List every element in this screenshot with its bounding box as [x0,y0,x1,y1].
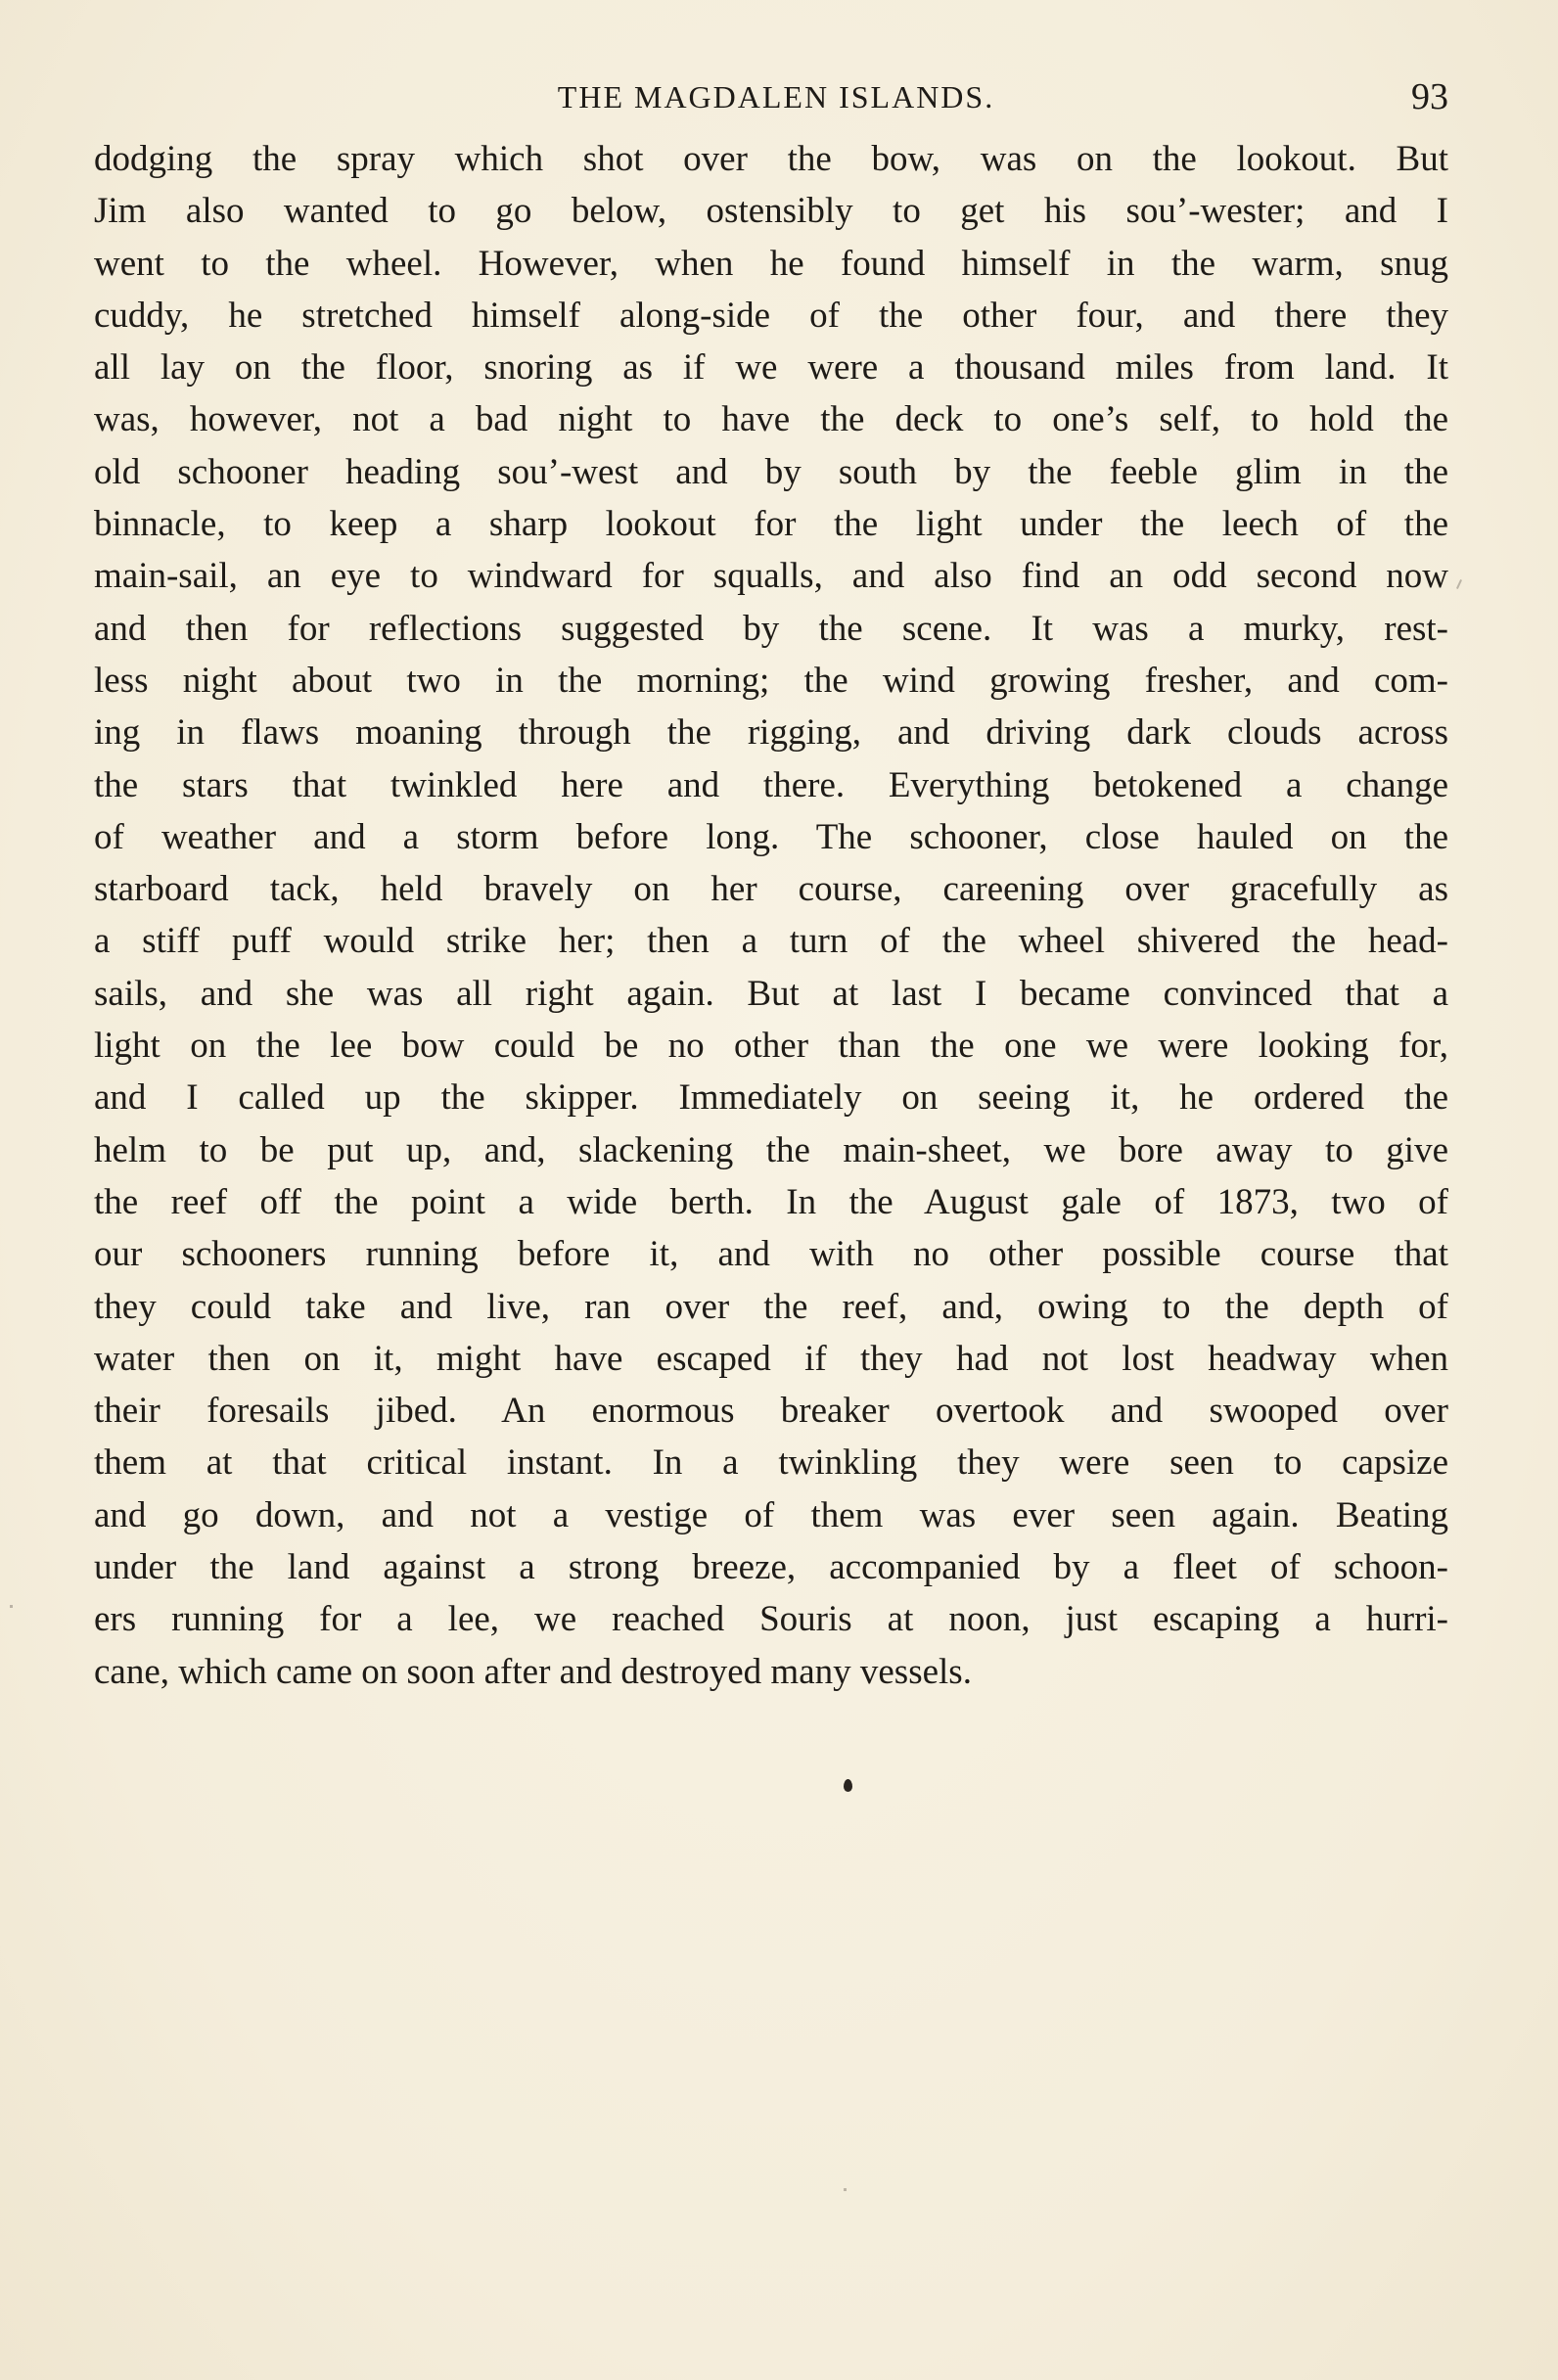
text-line: cuddy, he stretched himself along-side of the other four, and there they [94,295,1448,336]
text-line: binnacle, to keep a sharp lookout for the light under the leech of the [94,504,1448,545]
text-line: went to the wheel. However, when he found himself in the warm, snug [94,243,1448,284]
text-line: Jim also wanted to go below, ostensibly to get his sou’-wester; and I [94,191,1448,232]
text-line: they could take and live, ran over the reef, and, owing to the depth of [94,1286,1448,1327]
text-line: under the land against a strong breeze, accompanied by a fleet of schoon- [94,1547,1448,1588]
text-line: of weather and a storm before long. The schooner, close hauled on the [94,816,1448,857]
text-line: dodging the spray which shot over the bow, was on the lookout. But [94,139,1448,179]
text-line: main-sail, an eye to windward for squalls, and also find an odd second now [94,556,1448,597]
running-head [94,72,1448,121]
text-line: sails, and she was all right again. But at last I became convinced that a [94,973,1448,1014]
text-line: the stars that twinkled here and there. Everything betokened a change [94,764,1448,805]
text-line: the reef off the point a wide berth. In the August gale of 1873, two of [94,1181,1448,1222]
text-line: all lay on the floor, snoring as if we were a thousand miles from land. It [94,347,1448,389]
running-title: THE MAGDALEN ISLANDS. [557,79,995,114]
text-line: them at that critical instant. In a twinkling they were seen to capsize [94,1442,1448,1484]
text-line: helm to be put up, and, slackening the main-sheet, we bore away to give [94,1129,1448,1170]
paper-speck [10,1605,13,1608]
text-line: water then on it, might have escaped if they had not lost headway when [94,1338,1448,1379]
text-line: and then for reflections suggested by the scene. It was a murky, rest- [94,608,1448,649]
text-line: less night about two in the morning; the wind growing fresher, and com- [94,660,1448,701]
paper-speck [844,2188,847,2191]
text-line: our schooners running before it, and with no other possible course that [94,1234,1448,1275]
text-line: a stiff puff would strike her; then a turn of the wheel shivered the head- [94,921,1448,962]
text-line: their foresails jibed. An enormous breaker overtook and swooped over [94,1391,1448,1432]
text-line: light on the lee bow could be no other than the one we were looking for, [94,1026,1448,1067]
text-line: starboard tack, held bravely on her course, careening over gracefully as [94,869,1448,910]
text-line-last: cane, which came on soon after and destroyed many vessels. [94,1651,972,1692]
page-number: 93 [1411,76,1448,117]
ink-dot-ornament [844,1779,852,1792]
text-line: and I called up the skipper. Immediately on seeing it, he ordered the [94,1077,1448,1119]
text-line: old schooner heading sou’-west and by south by the feeble glim in the [94,451,1448,492]
text-line: ing in flaws moaning through the rigging, and driving dark clouds across [94,712,1448,754]
text-line: was, however, not a bad night to have the deck to one’s self, to hold the [94,399,1448,440]
text-line: ers running for a lee, we reached Souris at noon, just escaping a hurri- [94,1599,1448,1640]
body-text [94,133,1448,1698]
text-line: and go down, and not a vestige of them was ever seen again. Beating [94,1494,1448,1535]
paper-speck [1456,579,1462,589]
